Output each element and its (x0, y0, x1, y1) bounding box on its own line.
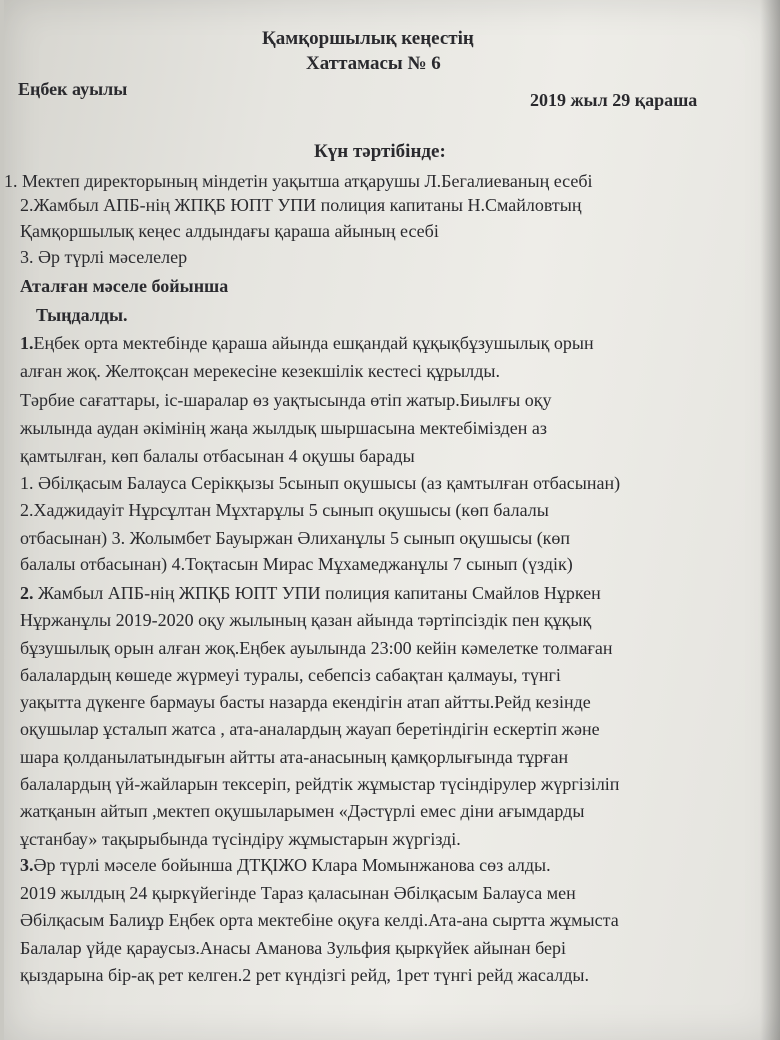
body-line-text: жатқанын айтып ,мектеп оқушыларымен «Дәстүрлі емес діни ағымдарды (20, 801, 585, 821)
body-line-text: Тәрбие сағаттары, іс-шаралар өз уақтысында өтіп жатыр.Биылғы оқу (20, 390, 552, 410)
body-line-text: 1. Әбілқасым Балауса Серікқызы 5сынып оқушысы (аз қамтылған отбасынан) (20, 473, 621, 493)
body-line-text: қыздарына бір-ақ рет келген.2 рет күндізгі рейд, 1рет түнгі рейд жасалды. (20, 965, 589, 985)
body-line (20, 582, 601, 604)
body-line (20, 332, 594, 354)
body-line (20, 882, 576, 904)
body-line (20, 609, 591, 631)
body-line-text: уақытта дүкенге бармауы басты назарда екендігін атап айтты.Рейд кезінде (20, 692, 591, 712)
body-line (20, 746, 568, 768)
body-line (20, 691, 591, 713)
body-line (20, 445, 415, 467)
section-heading: Аталған мәселе бойынша (20, 276, 229, 296)
body-line-text: Еңбек орта мектебінде қараша айында ешқандай құқықбұзушылық орын (33, 333, 594, 353)
agenda-heading: Күн тәртібінде: (314, 141, 446, 162)
document-title-line1: Қамқоршылық кеңестің (262, 28, 474, 49)
agenda-item-1: 1. Мектеп директорының міндетін уақытша атқарушы Л.Бегалиеваның есебі (4, 171, 593, 191)
body-line-text: бұзушылық орын алған жоқ.Еңбек ауылында 23:00 кейін кәмелетке толмаған (20, 638, 613, 658)
body-line (20, 937, 566, 959)
body-line-text: ұстанбау» тақырыбында түсіндіру жұмыстарын жүргізді. (20, 829, 461, 849)
body-line-text: алған жоқ. Желтоқсан мерекесіне кезекшілік кестесі құрылды. (20, 361, 501, 381)
agenda-item-3: 3. Әр түрлі мәселелер (20, 247, 188, 267)
body-line-text: балалы отбасынан) 4.Тоқтасын Мирас Мұхамеджанұлы 7 сынып (үздік) (20, 554, 573, 574)
document-title-line2: Хаттамасы № 6 (306, 53, 441, 74)
date-label: 2019 жыл 29 қараша (530, 90, 698, 110)
body-line (20, 389, 551, 411)
body-line-text: Әр түрлі мәселе бойынша ДТҚІЖО Клара Момынжанова сөз алды. (33, 855, 551, 875)
body-line-text: жылында аудан әкімінің жаңа жылдық шыршасына мектебімізден аз (20, 418, 548, 438)
paragraph-number: 1. (20, 333, 34, 353)
body-line (20, 527, 570, 549)
body-line-text: Нұржанұлы 2019-2020 оқу жылының қазан айында тәртіпсіздік пен құқық (20, 610, 592, 630)
body-line-text: шара қолданылатындығын айтты ата-анасының қамқорлығында тұрған (20, 747, 569, 767)
body-line-text: балалардың үй-жайларын тексеріп, рейдтік жұмыстар түсіндірулер жүргізіліп (20, 774, 620, 794)
section-subheading: Тыңдалды. (36, 305, 128, 325)
body-line-text: оқушылар ұсталып жатса , ата-аналардың жауап беретіндігін ескертіп және (20, 719, 600, 739)
place-label: Еңбек ауылы (18, 79, 128, 99)
body-line (20, 360, 500, 382)
body-line-text: 2019 жылдың 24 қыркүйегінде Тараз қаласынан Әбілқасым Балауса мен (20, 883, 576, 903)
body-line-text: Жамбыл АПБ-нің ЖПҚБ ЮПТ УПИ полиция капитаны Смайлов Нұркен (33, 583, 601, 603)
body-line (20, 417, 547, 439)
paragraph-number: 3. (20, 855, 34, 875)
body-line-text: балалардың көшеде жүрмеуі туралы, себепсіз сабақтан қалмауы, түнгі (20, 665, 561, 685)
body-line (20, 964, 589, 986)
body-line (20, 637, 613, 659)
body-line (20, 664, 561, 686)
paragraph-number: 2. (20, 583, 34, 603)
body-line (20, 499, 549, 521)
document-page (4, 0, 780, 1040)
body-line-text: Балалар үйде қараусыз.Анасы Аманова Зульфия қыркүйек айынан бері (20, 938, 567, 958)
agenda-item-2: 2.Жамбыл АПБ-нің ЖПҚБ ЮПТ УПИ полиция капитаны Н.Смайловтың (20, 195, 582, 215)
body-line (20, 854, 551, 876)
body-line (20, 718, 600, 740)
body-line (20, 472, 620, 494)
body-line-text: Әбілқасым Балиұр Еңбек орта мектебіне оқуға келді.Ата-ана сыртта жұмыста (20, 910, 619, 930)
body-line-text: қамтылған, көп балалы отбасынан 4 оқушы барады (20, 446, 415, 466)
body-line (20, 553, 573, 575)
page-edge-shadow (760, 0, 780, 1040)
body-line (20, 909, 619, 931)
body-line (20, 773, 619, 795)
agenda-item-2-cont: Қамқоршылық кеңес алдындағы қараша айының есебі (20, 221, 439, 241)
body-line-text: отбасынан) 3. Жолымбет Бауыржан Әлиханұлы 5 сынып оқушысы (көп (20, 528, 571, 548)
body-line (20, 800, 584, 822)
body-line (20, 828, 461, 850)
body-line-text: 2.Хаджидауіт Нұрсұлтан Мұхтарұлы 5 сынып оқушысы (көп балалы (20, 500, 549, 520)
